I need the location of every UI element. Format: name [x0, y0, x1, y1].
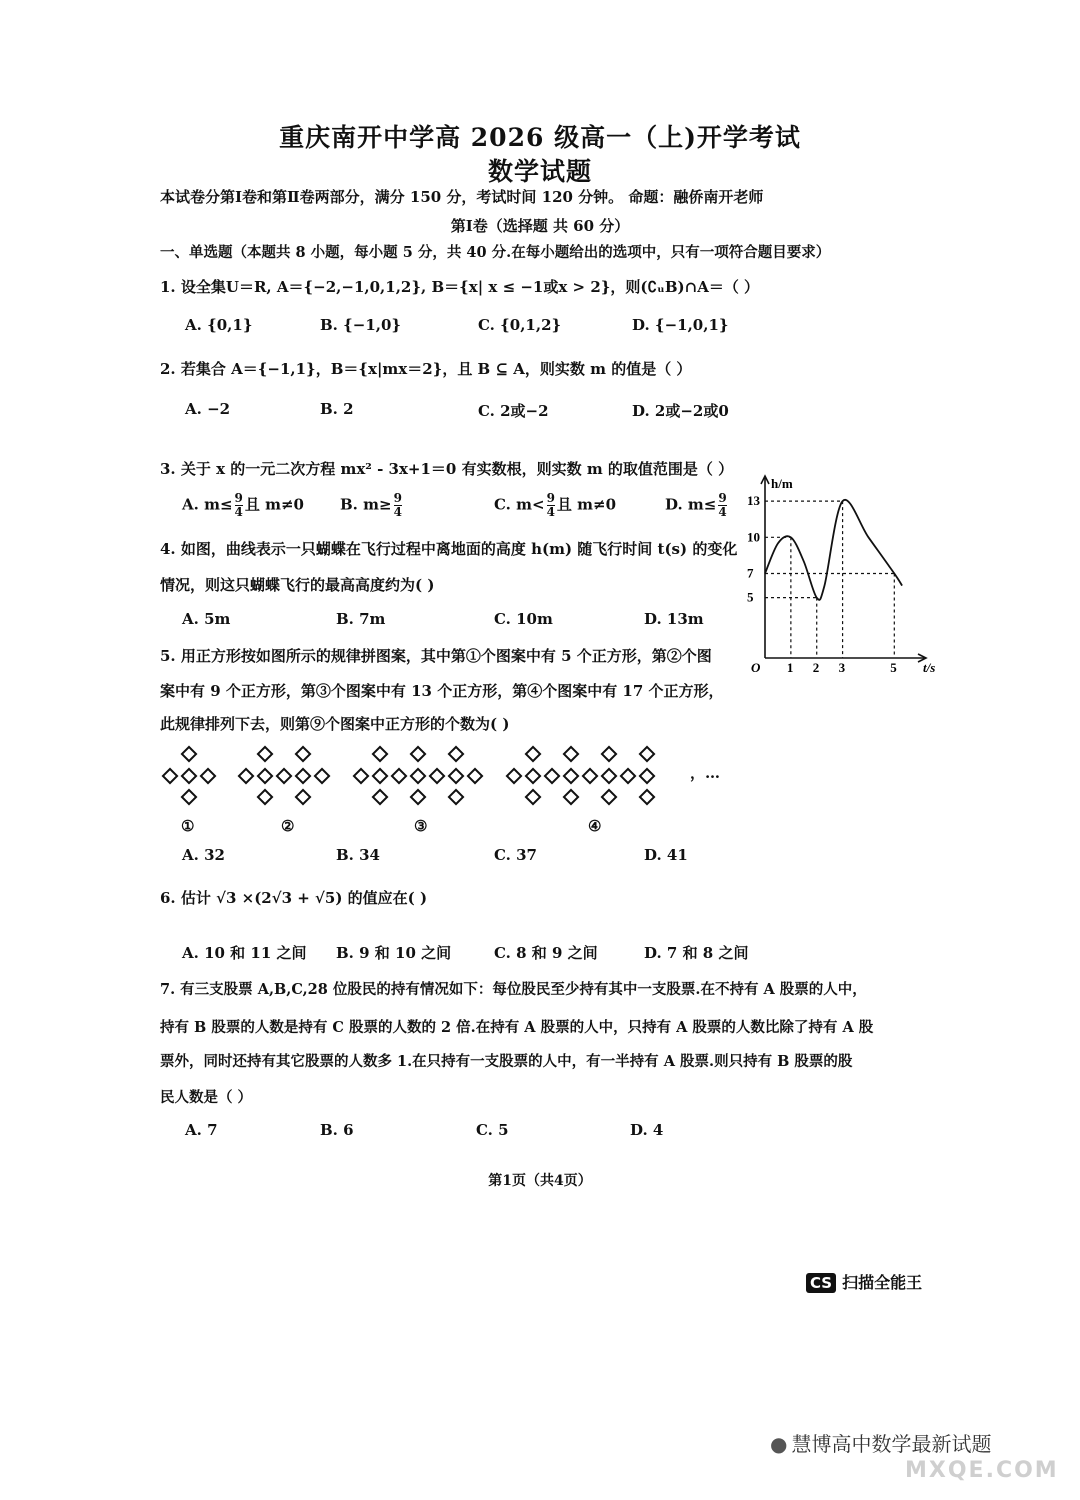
pattern-square: [295, 746, 312, 763]
x-tick-label: 1: [786, 660, 794, 675]
q3-option-c[interactable]: [494, 492, 616, 519]
q3-b-fraction: $\frac{9}{4}$: [393, 491, 402, 519]
pattern-square: [353, 768, 370, 785]
pattern-square: [410, 746, 427, 763]
q6-option-d[interactable]: D. 7 和 8 之间: [644, 944, 749, 962]
pattern-square: [506, 768, 523, 785]
page-number: 第1页（共4页）: [488, 1173, 592, 1189]
pattern-square: [448, 746, 465, 763]
cs-text: 扫描全能王: [842, 1273, 923, 1292]
question-4-stem-line1: 4. 如图，曲线表示一只蝴蝶在飞行过程中离地面的高度 h(m) 随飞行时间 t(s) 的变化: [160, 540, 738, 558]
q3-c-fraction: $\frac{9}{4}$: [546, 491, 555, 519]
question-5-stem-line1: 5. 用正方形按如图所示的规律拼图案，其中第①个图案中有 5 个正方形，第②个图: [160, 647, 712, 665]
pattern-square: [410, 789, 427, 806]
y-tick-label: 10: [747, 529, 760, 545]
q3-a-fraction: $\frac{9}{4}$: [234, 491, 243, 519]
pattern-square: [181, 789, 198, 806]
pattern-square: [257, 789, 274, 806]
height-curve: [765, 500, 902, 600]
pattern-square: [295, 768, 312, 785]
pattern-square: [276, 768, 293, 785]
pattern-square: [563, 746, 580, 763]
pattern-square: [448, 789, 465, 806]
q7-option-d[interactable]: D. 4: [630, 1121, 664, 1139]
q7-option-b[interactable]: B. 6: [320, 1121, 354, 1139]
q1-option-a[interactable]: A. {0,1}: [185, 316, 253, 334]
pattern-square: [238, 768, 255, 785]
pattern-square: [200, 768, 217, 785]
q3-b-pre: B. m≥: [340, 495, 392, 514]
pattern-square: [601, 768, 618, 785]
pattern-square: [563, 768, 580, 785]
pattern-square: [601, 746, 618, 763]
q3-c-pre: C. m<: [494, 495, 545, 514]
part-title: 第Ⅰ卷（选择题 共 60 分）: [450, 217, 630, 235]
pattern-square: [639, 746, 656, 763]
pattern-ellipsis: ，…: [690, 764, 721, 782]
q1-option-b[interactable]: B. {−1,0}: [320, 316, 402, 334]
pattern-square: [295, 789, 312, 806]
origin-label: O: [751, 660, 761, 675]
pattern-square: [525, 746, 542, 763]
pattern-square: [639, 768, 656, 785]
site-watermark: MXQE.COM: [905, 1458, 1059, 1483]
pattern-label-1: ①: [181, 817, 195, 835]
question-7-stem-line3: 票外，同时还持有其它股票的人数多 1.在只持有一支股票的人中，有一半持有 A 股票.则只持有 B 股票的股: [160, 1053, 853, 1070]
question-7-stem-line4: 民人数是（ ）: [160, 1089, 253, 1106]
q5-option-a[interactable]: A. 32: [182, 846, 225, 864]
q6-option-a[interactable]: A. 10 和 11 之间: [182, 944, 307, 962]
q7-option-c[interactable]: C. 5: [476, 1121, 509, 1139]
q3-a-post: 且 m≠0: [244, 495, 304, 514]
pattern-label-4: ④: [588, 817, 602, 835]
section-title: 一、单选题（本题共 8 小题，每小题 5 分，共 40 分.在每小题给出的选项中，只有一项符合题目要求）: [160, 244, 831, 261]
y-tick-label: 13: [747, 493, 760, 509]
x-axis-label: t/s: [923, 660, 936, 675]
q5-option-c[interactable]: C. 37: [494, 846, 537, 864]
pattern-square: [410, 768, 427, 785]
cs-logo: CS: [806, 1273, 836, 1293]
question-4-stem-line2: 情况，则这只蝴蝶飞行的最高高度约为( ): [160, 576, 435, 594]
pattern-square: [525, 768, 542, 785]
question-7-stem-line2: 持有 B 股票的人数是持有 C 股票的人数的 2 倍.在持有 A 股票的人中，只持有 A 股票的人数比除了持有 A 股: [160, 1019, 874, 1036]
wechat-icon: ●: [770, 1432, 788, 1456]
q3-option-a[interactable]: [182, 492, 304, 519]
pattern-square: [162, 768, 179, 785]
question-5-stem-line3: 此规律排列下去，则第⑨个图案中正方形的个数为( ): [160, 715, 510, 733]
q3-d-pre: D. m≤: [665, 495, 717, 514]
pattern-square: [467, 768, 484, 785]
question-5-stem-line2: 案中有 9 个正方形，第③个图案中有 13 个正方形，第④个图案中有 17 个正方形，: [160, 682, 724, 700]
q2-option-c[interactable]: C. 2或−2: [478, 402, 549, 420]
pattern-square: [620, 768, 637, 785]
y-axis-label: h/m: [771, 476, 793, 491]
q6-option-b[interactable]: B. 9 和 10 之间: [336, 944, 452, 962]
q5-option-b[interactable]: B. 34: [336, 846, 380, 864]
question-1-stem: 1. 设全集U＝R, A＝{−2,−1,0,1,2}, B＝{x| x ≤ −1或x > 2}，则(∁ᵤB)∩A＝（ ）: [160, 278, 760, 296]
question-7-stem-line1: 7. 有三支股票 A,B,C,28 位股民的持有情况如下：每位股民至少持有其中一支股票.在不持有 A 股票的人中，: [160, 981, 867, 998]
question-2-stem: 2. 若集合 A＝{−1,1}，B＝{x|mx＝2}，且 B ⊆ A，则实数 m 的值是（ ）: [160, 360, 692, 378]
pattern-square: [639, 789, 656, 806]
pattern-square: [181, 768, 198, 785]
q4-option-d[interactable]: D. 13m: [644, 610, 704, 628]
exam-subtitle: 数学试题: [487, 157, 592, 186]
pattern-square: [544, 768, 561, 785]
pattern-square: [391, 768, 408, 785]
pattern-label-2: ②: [281, 817, 295, 835]
pattern-square: [601, 789, 618, 806]
x-tick-label: 5: [890, 660, 897, 675]
pattern-square: [181, 746, 198, 763]
x-tick-label: 3: [838, 660, 846, 675]
exam-title: 重庆南开中学高 2026 级高一（上)开学考试: [279, 123, 801, 152]
question-3-stem: 3. 关于 x 的一元二次方程 mx² - 3x+1＝0 有实数根，则实数 m 的取值范围是（ ）: [160, 460, 734, 478]
q1-option-d[interactable]: D. {−1,0,1}: [632, 316, 729, 334]
q6-option-c[interactable]: C. 8 和 9 之间: [494, 944, 598, 962]
pattern-square: [525, 789, 542, 806]
pattern-square: [372, 768, 389, 785]
q5-option-d[interactable]: D. 41: [644, 846, 688, 864]
q2-option-a[interactable]: A. −2: [185, 400, 231, 418]
pattern-square: [372, 789, 389, 806]
pattern-square: [563, 789, 580, 806]
pattern-label-3: ③: [414, 817, 428, 835]
q3-c-post: 且 m≠0: [556, 495, 617, 514]
q2-option-b[interactable]: B. 2: [320, 400, 354, 418]
pattern-square: [257, 746, 274, 763]
q2-option-d[interactable]: D. 2或−2或0: [632, 402, 729, 420]
pattern-square: [314, 768, 331, 785]
exam-intro: 本试卷分第Ⅰ卷和第Ⅱ卷两部分，满分 150 分，考试时间 120 分钟。 命题：融侨南开老师: [160, 188, 764, 206]
pattern-square: [372, 746, 389, 763]
camscanner-mark: [806, 1270, 922, 1293]
butterfly-height-chart: [735, 470, 936, 680]
pattern-square: [257, 768, 274, 785]
q3-a-pre: A. m≤: [182, 495, 233, 514]
q4-option-c[interactable]: C. 10m: [494, 610, 553, 628]
pattern-square: [429, 768, 446, 785]
q4-option-b[interactable]: B. 7m: [336, 610, 386, 628]
q4-option-a[interactable]: A. 5m: [182, 610, 231, 628]
pattern-square: [448, 768, 465, 785]
y-tick-label: 5: [747, 589, 754, 605]
q1-option-c[interactable]: C. {0,1,2}: [478, 316, 562, 334]
q3-d-fraction: $\frac{9}{4}$: [718, 491, 727, 519]
q3-option-d[interactable]: [665, 492, 729, 519]
q3-option-b[interactable]: [340, 492, 404, 519]
q7-option-a[interactable]: A. 7: [185, 1121, 218, 1139]
pattern-square: [582, 768, 599, 785]
watermark-text: ● 慧博高中数学最新试题: [770, 1432, 992, 1456]
question-6-stem: 6. 估计 √3 ×(2√3 + √5) 的值应在( ): [160, 889, 428, 907]
y-tick-label: 7: [747, 565, 754, 581]
x-tick-label: 2: [812, 660, 820, 675]
